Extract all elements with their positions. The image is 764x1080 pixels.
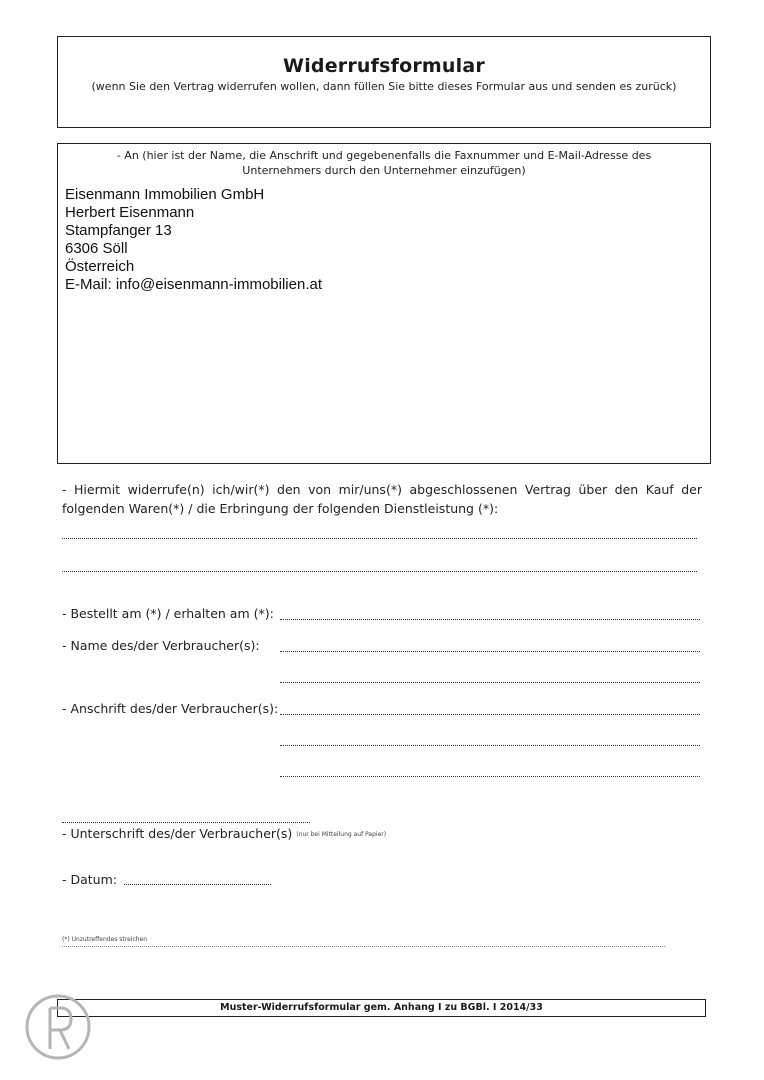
date-label: - Datum:: [62, 872, 117, 887]
address-field-2[interactable]: [280, 745, 700, 746]
recipient-address: [65, 186, 322, 294]
name-label: - Name des/der Verbraucher(s):: [62, 638, 260, 653]
withdrawal-declaration: - Hiermit widerrufe(n) ich/wir(*) den von mir/uns(*) abgeschlossenen Vertrag über den Kauf der folgenden Waren(*) / die Erbringung der folgenden Dienstleistung (*):: [62, 482, 702, 516]
footer-text: Muster-Widerrufsformular gem. Anhang I zu BGBl. I 2014/33: [220, 1002, 543, 1013]
goods-line-2[interactable]: [62, 571, 697, 572]
footnote: (*) Unzutreffendes streichen: [62, 936, 148, 943]
recipient-city: 6306 Söll: [65, 240, 128, 257]
address-field-1[interactable]: [280, 714, 700, 715]
signature-field[interactable]: [62, 822, 310, 823]
recipient-company: Eisenmann Immobilien GmbH: [65, 186, 265, 203]
form-subtitle: (wenn Sie den Vertrag widerrufen wollen, dann füllen Sie bitte dieses Formular aus und senden es zurück): [91, 80, 677, 93]
recipient-contact: Herbert Eisenmann: [65, 204, 195, 221]
signature-label-text: - Unterschrift des/der Verbraucher(s): [62, 826, 293, 841]
header-box: [57, 36, 711, 128]
name-field-2[interactable]: [280, 682, 700, 683]
name-field-1[interactable]: [280, 651, 700, 652]
ordered-field[interactable]: [280, 619, 700, 620]
address-field-3[interactable]: [280, 776, 700, 777]
address-label: - Anschrift des/der Verbraucher(s):: [62, 701, 279, 716]
signature-label: [62, 826, 386, 841]
footnote-separator: [62, 946, 665, 947]
footer-box: [57, 999, 706, 1017]
recipient-country: Österreich: [65, 258, 135, 275]
ordered-label: - Bestellt am (*) / erhalten am (*):: [62, 606, 274, 621]
date-field[interactable]: [124, 884, 271, 885]
r-logo-icon: [24, 993, 92, 1061]
form-title: Widerrufsformular: [283, 55, 485, 77]
recipient-instruction: - An (hier ist der Name, die Anschrift und gegebenenfalls die Faxnummer und E-Mail-Adresse des Unternehmers durch den Unternehmer einzufügen): [116, 149, 652, 177]
goods-line-1[interactable]: [62, 538, 697, 539]
recipient-box: [57, 143, 711, 464]
recipient-street: Stampfanger 13: [65, 222, 172, 239]
signature-note: (nur bei Mitteilung auf Papier): [296, 831, 387, 838]
recipient-email: E-Mail: info@eisenmann-immobilien.at: [65, 276, 322, 293]
